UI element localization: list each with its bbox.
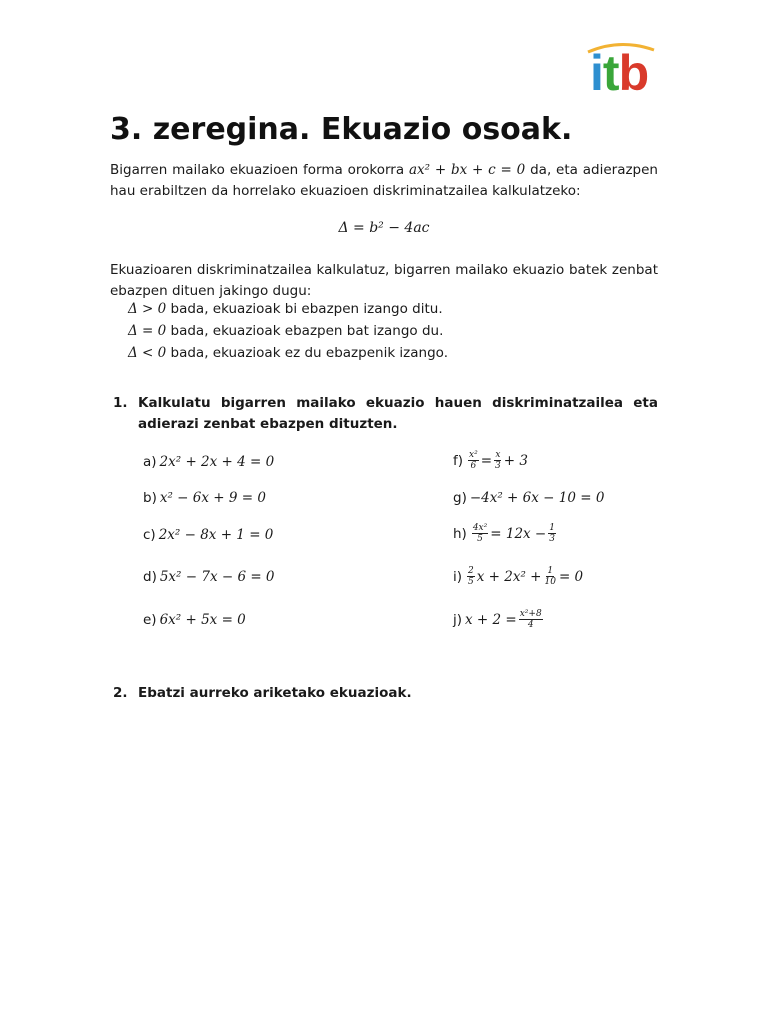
fraction: $\frac{2}{5}$ — [468, 566, 474, 587]
exercise-g: g) −4x² + 6x − 10 = 0 — [453, 490, 605, 506]
discriminant-formula: Δ = b² − 4ac — [338, 220, 430, 236]
fraction: $\frac{1}{3}$ — [549, 523, 555, 544]
explanation-paragraph: Ekuazioaren diskriminatzailea kalkulatuz, bigarren mailako ekuazio batek zenbat ebazpen dituen jakingo dugu: — [110, 262, 658, 299]
exercise-d: d) 5x² − 7x − 6 = 0 — [143, 569, 275, 585]
intro-paragraph: Bigarren mailako ekuazioen forma orokorra ax² + bx + c = 0 da, eta adierazpen hau erabiltzen da horrelako ekuazioen diskriminatzailea kalkulatzeko: — [110, 162, 658, 199]
exercise-h: h) $\frac{\text{4x²}}{5}$ = 12x − $\frac{1}{3}$ — [453, 523, 555, 544]
fraction: $\frac{1}{10}$ — [544, 566, 556, 587]
fraction: $\frac{\text{x²+8}}{4}$ — [519, 609, 542, 630]
condition-positive: Δ > 0 bada, ekuazioak bi ebazpen izango ditu. — [128, 301, 443, 317]
itb-logo — [584, 40, 660, 102]
fraction: $\frac{\text{4x²}}{5}$ — [472, 523, 488, 544]
exercise-c: c) 2x² − 8x + 1 = 0 — [143, 527, 274, 543]
page-title: 3. zeregina. Ekuazio osoak. — [110, 112, 573, 147]
logo-letters: itb — [590, 45, 649, 101]
exercise-f: f) $\frac{\text{x²}}{6}$ = $\frac{x}{3}$ + 3 — [453, 450, 528, 471]
exercise-i: i) $\frac{2}{5}$ x + 2x² + $\frac{1}{10}$ = 0 — [453, 566, 584, 587]
exercise-a: a) 2x² + 2x + 4 = 0 — [143, 454, 275, 470]
fraction: $\frac{\text{x²}}{6}$ — [469, 450, 478, 471]
condition-zero: Δ = 0 bada, ekuazioak ebazpen bat izango du. — [128, 323, 444, 339]
question-text: Ebatzi aurreko ariketako ekuazioak. — [138, 685, 412, 701]
exercise-j: j) x + 2 = $\frac{\text{x²+8}}{4}$ — [453, 609, 542, 630]
question-text: Kalkulatu bigarren mailako ekuazio hauen diskriminatzailea eta adierazi zenbat ebazpen dituzten. — [138, 395, 658, 432]
general-form-formula: ax² + bx + c = 0 — [408, 162, 526, 178]
exercise-b: b) x² − 6x + 9 = 0 — [143, 490, 266, 506]
question-number: 2. — [113, 685, 128, 701]
question-2 — [110, 683, 658, 704]
fraction: $\frac{x}{3}$ — [495, 450, 501, 471]
exercise-e: e) 6x² + 5x = 0 — [143, 612, 246, 628]
condition-negative: Δ < 0 bada, ekuazioak ez du ebazpenik izango. — [128, 345, 448, 361]
question-1 — [110, 393, 658, 435]
question-number: 1. — [113, 395, 128, 411]
